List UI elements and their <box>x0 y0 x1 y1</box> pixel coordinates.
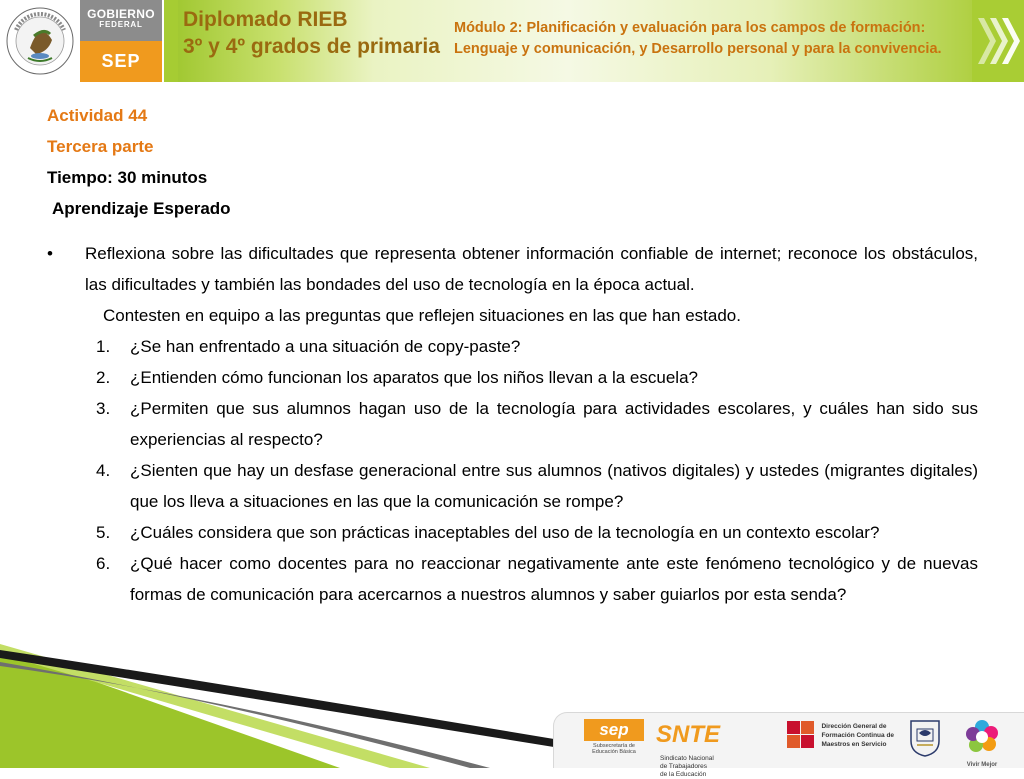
expected-learning-heading: Aprendizaje Esperado <box>52 199 231 218</box>
part-title: Tercera parte <box>47 137 154 156</box>
list-number: 5. <box>96 523 111 542</box>
question-text: ¿Se han enfrentado a una situación de copy-paste? <box>130 337 521 356</box>
snte-wordmark: SNTE <box>656 721 721 748</box>
modulo-line2: Lenguaje y comunicación, y Desarrollo personal y para la convivencia. <box>454 41 942 57</box>
list-number: 2. <box>96 368 111 387</box>
gobierno-federal-logo <box>80 0 162 41</box>
sep-footer-subtitle: Subsecretaría de Educación Básica <box>592 743 636 755</box>
list-item <box>96 393 978 455</box>
next-chevron-icon[interactable] <box>972 0 1024 82</box>
question-text: ¿Sienten que hay un desfase generacional entre sus alumnos (nativos digitales) y ustedes (migrantes digitales) que los lleva a situaciones en las que la comunicación se rompe? <box>130 461 978 511</box>
bullet-text: Reflexiona sobre las dificultades que representa obtener información confiable de internet; reconoce los obstáculos, las dificultades y también las bondades del uso de tecnología en la época actual. <box>85 244 978 294</box>
list-number: 4. <box>96 461 111 480</box>
dgf-mark-icon <box>787 719 815 751</box>
list-number: 1. <box>96 337 111 356</box>
question-text: ¿Qué hacer como docentes para no reaccionar negativamente ante este fenómeno tecnológico y de nuevas formas de comunicación para acercarnos a nuestros alumnos y saber guiarlos por esta senda? <box>130 554 978 604</box>
vivir-mejor-label: Vivir Mejor <box>966 762 998 768</box>
header-banner <box>0 0 1024 82</box>
gobierno-label: GOBIERNO <box>87 7 155 21</box>
diplomado-title <box>183 6 443 60</box>
footer-logos <box>553 712 1024 778</box>
sep-footer-logo <box>584 719 644 755</box>
snte-line1: Sindicato Nacional <box>660 755 714 762</box>
dgfcms-logo <box>787 719 902 751</box>
mexico-seal <box>0 0 80 82</box>
sep-footer-wordmark: sep <box>584 719 644 741</box>
list-item <box>96 331 978 362</box>
question-text: ¿Permiten que sus alumnos hagan uso de la tecnología para actividades escolares, y cuáles han sido sus experiencias al respecto? <box>130 399 978 449</box>
list-item <box>96 362 978 393</box>
list-number: 3. <box>96 399 111 418</box>
dgf-line2: Formación Continua de <box>821 732 895 739</box>
list-number: 6. <box>96 554 111 573</box>
sep-logo: SEP <box>80 41 162 82</box>
modulo-title <box>454 18 964 60</box>
activity-title: Actividad 44 <box>47 106 148 125</box>
snte-line3: de la Educación <box>660 771 707 778</box>
band-accent <box>164 0 178 82</box>
snte-logo <box>656 719 781 779</box>
question-text: ¿Cuáles considera que son prácticas inaceptables del uso de la tecnología en un contexto escolar? <box>130 523 880 542</box>
modulo-line1: Módulo 2: Planificación y evaluación para los campos de formación: <box>454 20 926 36</box>
questions-list <box>47 331 978 610</box>
dgf-line3: Maestros en Servicio <box>821 741 887 748</box>
list-item <box>96 517 978 548</box>
dgf-line1: Dirección General de <box>821 723 887 730</box>
snte-line2: de Trabajadores <box>660 763 707 770</box>
vivir-mejor-logo <box>962 719 1002 769</box>
vivir-mejor-flower-icon <box>964 719 1000 755</box>
dgf-subtitle <box>821 722 894 749</box>
diplomado-line1: Diplomado RIEB <box>183 8 348 31</box>
title-band <box>164 0 972 82</box>
diplomado-line2: 3º y 4º grados de primaria <box>183 35 440 58</box>
list-item <box>96 455 978 517</box>
federal-label: FEDERAL <box>99 20 143 29</box>
bullet-icon: • <box>47 244 53 263</box>
bullet-item <box>47 238 978 300</box>
main-content <box>47 100 978 610</box>
question-text: ¿Entienden cómo funcionan los aparatos que los niños llevan a la escuela? <box>130 368 698 387</box>
snte-subtitle <box>660 755 714 779</box>
instruction-text: Contesten en equipo a las preguntas que reflejen situaciones en las que han estado. <box>103 306 741 325</box>
list-item <box>96 548 978 610</box>
unam-shield-icon <box>909 719 941 762</box>
footer-swoosh <box>0 640 560 768</box>
time-label: Tiempo: 30 minutos <box>47 168 208 187</box>
